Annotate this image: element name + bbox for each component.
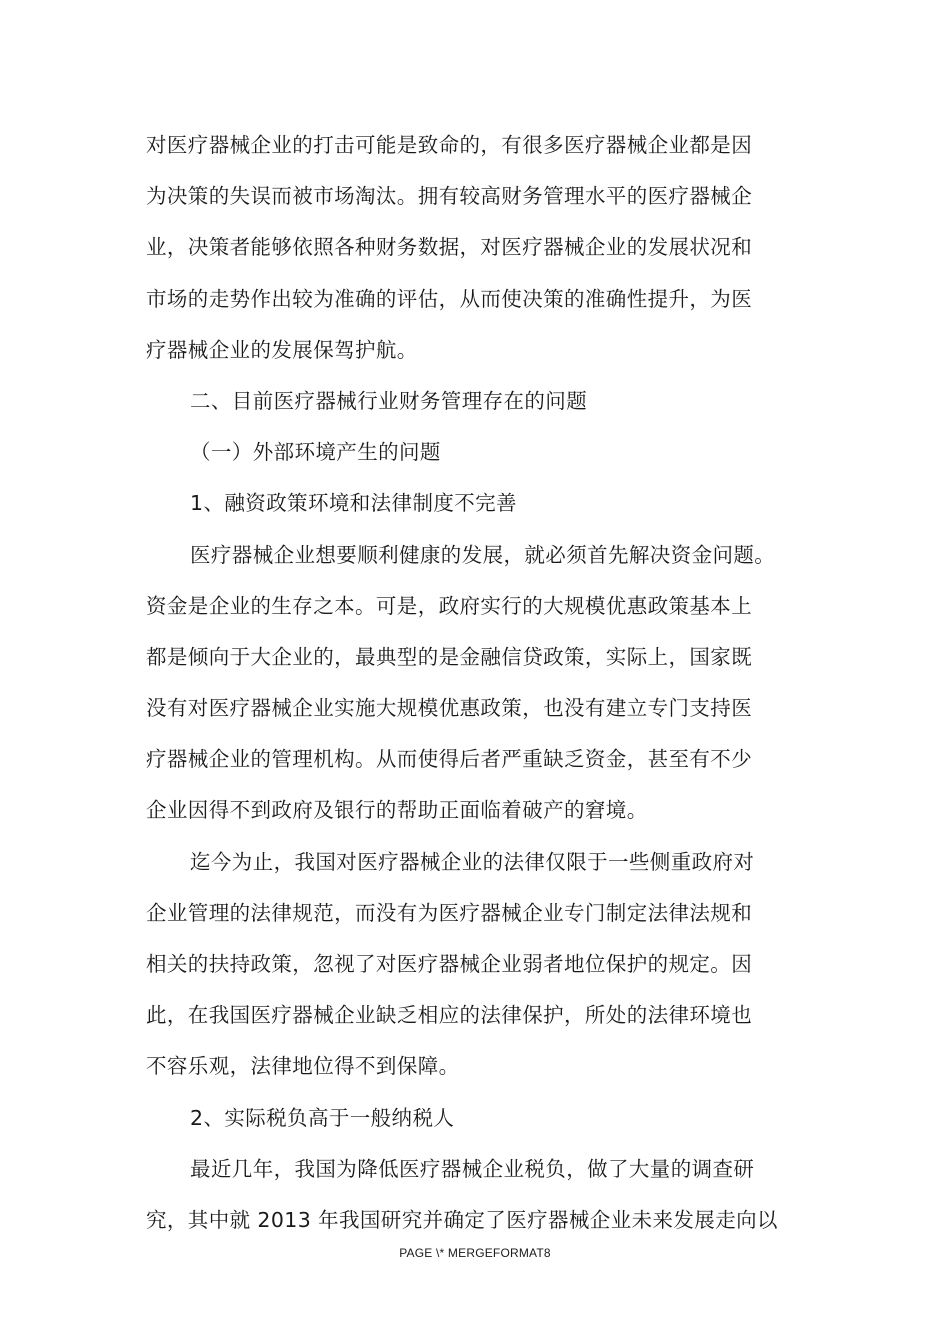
text-line: 不容乐观，法律地位得不到保障。 xyxy=(146,1054,460,1079)
text-line: 都是倾向于大企业的，最典型的是金融信贷政策，实际上，国家既 xyxy=(146,644,753,669)
text-line: 业，决策者能够依照各种财务数据，对医疗器械企业的发展状况和 xyxy=(146,235,753,260)
text-line: 为决策的失误而被市场淘汰。拥有较高财务管理水平的医疗器械企 xyxy=(146,184,753,209)
text-line: 没有对医疗器械企业实施大规模优惠政策，也没有建立专门支持医 xyxy=(146,696,753,721)
paragraph-first-line: 迄今为止，我国对医疗器械企业的法律仅限于一些侧重政府对 xyxy=(190,849,755,874)
text-line: 市场的走势作出较为准确的评估，从而使决策的准确性提升，为医 xyxy=(146,286,753,311)
item-heading: 1、融资政策环境和法律制度不完善 xyxy=(190,491,517,516)
section-heading: 二、目前医疗器械行业财务管理存在的问题 xyxy=(190,388,588,413)
text-line: 究，其中就 2013 年我国研究并确定了医疗器械企业未来发展走向以 xyxy=(146,1207,778,1232)
page-footer: PAGE \* MERGEFORMAT8 xyxy=(399,1246,551,1260)
text-line: 此，在我国医疗器械企业缺乏相应的法律保护，所处的法律环境也 xyxy=(146,1003,753,1028)
text-line: 对医疗器械企业的打击可能是致命的，有很多医疗器械企业都是因 xyxy=(146,133,753,157)
paragraph-first-line: 最近几年，我国为降低医疗器械企业税负，做了大量的调查研 xyxy=(190,1156,755,1181)
text-line: 相关的扶持政策，忽视了对医疗器械企业弱者地位保护的规定。因 xyxy=(146,952,753,976)
document-body xyxy=(146,120,816,1246)
item-heading: 2、实际税负高于一般纳税人 xyxy=(190,1105,455,1130)
paragraph-first-line: 医疗器械企业想要顺利健康的发展，就必须首先解决资金问题。 xyxy=(190,542,776,567)
text-line: 疗器械企业的管理机构。从而使得后者严重缺乏资金，甚至有不少 xyxy=(146,747,753,772)
text-line: 资金是企业的生存之本。可是，政府实行的大规模优惠政策基本上 xyxy=(146,593,753,618)
text-line: 企业管理的法律规范，而没有为医疗器械企业专门制定法律法规和 xyxy=(146,900,753,925)
text-line: 疗器械企业的发展保驾护航。 xyxy=(146,337,418,362)
subsection-heading: （一）外部环境产生的问题 xyxy=(190,440,441,465)
text-line: 企业因得不到政府及银行的帮助正面临着破产的窘境。 xyxy=(146,798,648,823)
